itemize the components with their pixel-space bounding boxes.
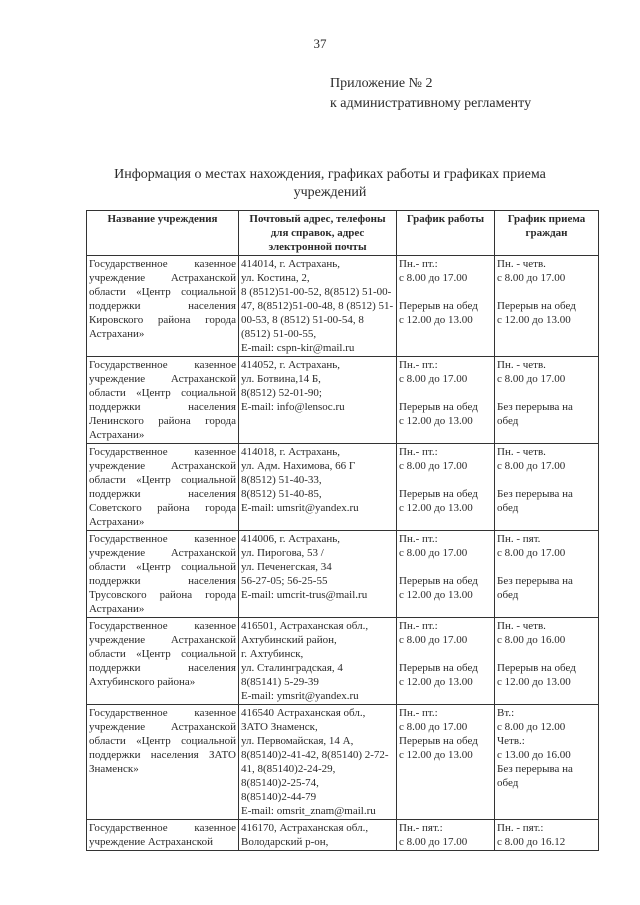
institution-address: 414018, г. Астрахань, ул. Адм. Нахимова, 66 Г 8(8512) 51-40-33, 8(8512) 51-40-85, E-mail: umsrit@yandex.ru bbox=[239, 444, 397, 531]
table-row bbox=[87, 820, 599, 851]
appendix-caption bbox=[330, 74, 531, 114]
document-title: Информация о местах нахождения, графиках работы и графиках приема учреждений bbox=[114, 167, 546, 200]
work-schedule: Пн.- пт.: с 8.00 до 17.00 Перерыв на обед с 12.00 до 13.00 bbox=[397, 256, 495, 357]
institution-name: Государственное казенное учреждение Астраханской области «Центр социальной поддержки населения ЗАТО Знаменск» bbox=[87, 705, 239, 820]
institution-address: 416501, Астраханская обл., Ахтубинский район, г. Ахтубинск, ул. Сталинградская, 4 8(85141) 5-29-39 E-mail: ymsrit@yandex.ru bbox=[239, 618, 397, 705]
page-number: 37 bbox=[313, 36, 327, 51]
work-schedule: Пн.- пт.: с 8.00 до 17.00 Перерыв на обед с 12.00 до 13.00 bbox=[397, 444, 495, 531]
reception-schedule: Пн. - пят. с 8.00 до 17.00 Без перерыва на обед bbox=[495, 531, 599, 618]
institution-name: Государственное казенное учреждение Астраханской области «Центр социальной поддержки населения Ахтубинского района» bbox=[87, 618, 239, 705]
reception-schedule: Вт.: с 8.00 до 12.00 Четв.: с 13.00 до 16.00 Без перерыва на обед bbox=[495, 705, 599, 820]
reception-schedule: Пн. - четв. с 8.00 до 16.00 Перерыв на обед с 12.00 до 13.00 bbox=[495, 618, 599, 705]
work-schedule: Пн.- пт.: с 8.00 до 17.00 Перерыв на обед с 12.00 до 13.00 bbox=[397, 618, 495, 705]
institution-name: Государственное казенное учреждение Астраханской bbox=[87, 820, 239, 851]
institution-address: 416170, Астраханская обл., Володарский р-он, bbox=[239, 820, 397, 851]
institution-address: 414014, г. Астрахань, ул. Костина, 2, 8 (8512)51-00-52, 8(8512) 51-00-47, 8(8512)51-00-48, 8 (8512) 51-00-53, 8 (8512) 51-00-54, 8 (8512) 51-00-55, E-mail: cspn-kir@mail.ru bbox=[239, 256, 397, 357]
work-schedule: Пн.- пт.: с 8.00 до 17.00 Перерыв на обед с 12.00 до 13.00 bbox=[397, 705, 495, 820]
table-row bbox=[87, 705, 599, 820]
institution-address: 416540 Астраханская обл., ЗАТО Знаменск, ул. Первомайская, 14 А, 8(85140)2-41-42, 8(85140) 2-72-41, 8(85140)2-24-29, 8(85140)2-25-74, 8(85140)2-44-79 E-mail: omsrit_znam@mail.ru bbox=[239, 705, 397, 820]
header-name: Название учреждения bbox=[87, 211, 239, 256]
table-header-row bbox=[87, 211, 599, 256]
reception-schedule: Пн. - пят.: с 8.00 до 16.12 bbox=[495, 820, 599, 851]
header-work-schedule: График работы bbox=[397, 211, 495, 256]
table-row bbox=[87, 618, 599, 705]
reception-schedule: Пн. - четв. с 8.00 до 17.00 Перерыв на обед с 12.00 до 13.00 bbox=[495, 256, 599, 357]
reception-schedule: Пн. - четв. с 8.00 до 17.00 Без перерыва на обед bbox=[495, 444, 599, 531]
institution-name: Государственное казенное учреждение Астраханской области «Центр социальной поддержки населения Ленинского района города Астрахани» bbox=[87, 357, 239, 444]
institution-address: 414006, г. Астрахань, ул. Пирогова, 53 / ул. Печенегская, 34 56-27-05; 56-25-55 E-mail: umcrit-trus@mail.ru bbox=[239, 531, 397, 618]
header-reception-schedule: График приема граждан bbox=[495, 211, 599, 256]
institution-address: 414052, г. Астрахань, ул. Ботвина,14 Б, 8(8512) 52-01-90; E-mail: info@lensoc.ru bbox=[239, 357, 397, 444]
institutions-table bbox=[86, 210, 599, 851]
work-schedule: Пн.- пт.: с 8.00 до 17.00 Перерыв на обед с 12.00 до 13.00 bbox=[397, 531, 495, 618]
institution-name: Государственное казенное учреждение Астраханской области «Центр социальной поддержки населения Кировского района города Астрахани» bbox=[87, 256, 239, 357]
institution-name: Государственное казенное учреждение Астраханской области «Центр социальной поддержки населения Советского района города Астрахани» bbox=[87, 444, 239, 531]
table-row bbox=[87, 256, 599, 357]
institution-name: Государственное казенное учреждение Астраханской области «Центр социальной поддержки населения Трусовского района города Астрахани» bbox=[87, 531, 239, 618]
table-row bbox=[87, 531, 599, 618]
appendix-line-1: Приложение № 2 bbox=[330, 76, 433, 91]
table-row bbox=[87, 357, 599, 444]
appendix-line-2: к административному регламенту bbox=[330, 96, 532, 111]
reception-schedule: Пн. - четв. с 8.00 до 17.00 Без перерыва на обед bbox=[495, 357, 599, 444]
work-schedule: Пн.- пт.: с 8.00 до 17.00 Перерыв на обед с 12.00 до 13.00 bbox=[397, 357, 495, 444]
table-row bbox=[87, 444, 599, 531]
work-schedule: Пн.- пят.: с 8.00 до 17.00 bbox=[397, 820, 495, 851]
header-address: Почтовый адрес, телефоны для справок, адрес электронной почты bbox=[239, 211, 397, 256]
